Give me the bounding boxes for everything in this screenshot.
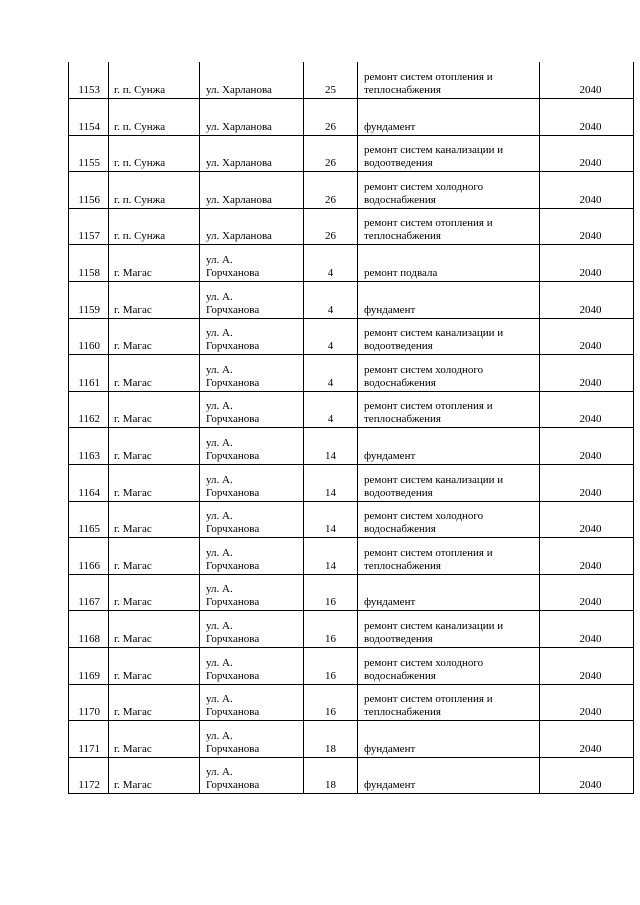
work-type-cell	[358, 355, 540, 392]
house-number-cell: 16	[304, 684, 358, 721]
work-type-cell	[358, 135, 540, 172]
row-number-cell: 1164	[69, 465, 109, 502]
house-number-cell: 26	[304, 135, 358, 172]
street-cell-line: ул. А.	[206, 473, 233, 486]
table-row	[69, 721, 634, 758]
work-type-cell-line: водоснабжения	[364, 376, 436, 389]
work-type-cell-line: ремонт систем канализации и	[364, 620, 504, 632]
house-number-cell: 4	[304, 318, 358, 355]
house-number-cell: 4	[304, 245, 358, 282]
house-number-cell: 16	[304, 574, 358, 611]
work-type-cell	[358, 648, 540, 685]
year-cell: 2040	[540, 172, 634, 209]
table-row	[69, 62, 634, 99]
street-cell-line: Горчханова	[206, 523, 260, 536]
house-number-cell: 14	[304, 428, 358, 465]
row-number-cell: 1157	[69, 208, 109, 245]
house-number-cell: 26	[304, 172, 358, 209]
row-number-cell: 1161	[69, 355, 109, 392]
street-cell-line: ул. А.	[206, 656, 233, 669]
work-type-cell	[358, 574, 540, 611]
street-cell	[200, 245, 304, 282]
work-type-cell-line: фундамент	[364, 303, 416, 316]
street-cell	[200, 574, 304, 611]
house-number-cell: 14	[304, 501, 358, 538]
work-type-cell-line: фундамент	[364, 450, 416, 463]
table-row	[69, 355, 634, 392]
street-cell	[200, 282, 304, 319]
settlement-cell: г. п. Сунжа	[109, 62, 200, 99]
street-cell-line: ул. А.	[206, 546, 233, 559]
table-row	[69, 574, 634, 611]
house-number-cell: 16	[304, 611, 358, 648]
row-number-cell: 1166	[69, 538, 109, 575]
table-body	[69, 62, 634, 794]
work-type-cell-line: ремонт подвала	[364, 267, 438, 280]
table-row	[69, 684, 634, 721]
work-type-cell-line: фундамент	[364, 120, 416, 133]
street-cell-line: ул. А.	[206, 729, 233, 742]
street-cell-line: ул. Харланова	[206, 193, 272, 206]
year-cell: 2040	[540, 62, 634, 99]
street-cell-line: ул. Харланова	[206, 84, 272, 97]
year-cell: 2040	[540, 501, 634, 538]
street-cell	[200, 465, 304, 502]
work-type-cell	[358, 62, 540, 99]
work-type-cell	[358, 318, 540, 355]
work-type-cell-line: ремонт систем канализации и	[364, 327, 504, 340]
repair-schedule-table	[68, 62, 634, 794]
settlement-cell: г. Магас	[109, 611, 200, 648]
work-type-cell-line: водоотведения	[364, 340, 433, 353]
table-row	[69, 465, 634, 502]
table-row	[69, 391, 634, 428]
street-cell	[200, 684, 304, 721]
street-cell-line: ул. А.	[206, 437, 233, 450]
street-cell-line: Горчханова	[206, 413, 260, 426]
year-cell: 2040	[540, 282, 634, 319]
street-cell-line: ул. А.	[206, 254, 233, 267]
street-cell-line: Горчханова	[206, 450, 260, 463]
settlement-cell: г. Магас	[109, 757, 200, 794]
work-type-cell	[358, 245, 540, 282]
work-type-cell-line: водоснабжения	[364, 193, 436, 206]
work-type-cell	[358, 282, 540, 319]
table-row	[69, 282, 634, 319]
row-number-cell: 1171	[69, 721, 109, 758]
settlement-cell: г. Магас	[109, 538, 200, 575]
street-cell-line: Горчханова	[206, 596, 260, 609]
work-type-cell	[358, 391, 540, 428]
work-type-cell	[358, 501, 540, 538]
street-cell-line: ул. А.	[206, 363, 233, 376]
street-cell	[200, 648, 304, 685]
row-number-cell: 1167	[69, 574, 109, 611]
year-cell: 2040	[540, 721, 634, 758]
house-number-cell: 26	[304, 99, 358, 136]
row-number-cell: 1168	[69, 611, 109, 648]
table-row	[69, 648, 634, 685]
work-type-cell	[358, 538, 540, 575]
street-cell-line: Горчханова	[206, 559, 260, 572]
year-cell: 2040	[540, 648, 634, 685]
work-type-cell-line: ремонт систем холодного	[364, 510, 484, 523]
house-number-cell: 25	[304, 62, 358, 99]
year-cell: 2040	[540, 428, 634, 465]
work-type-cell-line: теплоснабжения	[364, 559, 441, 572]
settlement-cell: г. Магас	[109, 318, 200, 355]
settlement-cell: г. п. Сунжа	[109, 208, 200, 245]
street-cell	[200, 721, 304, 758]
settlement-cell: г. Магас	[109, 501, 200, 538]
street-cell-line: Горчханова	[206, 340, 260, 353]
street-cell-line: ул. А.	[206, 693, 233, 706]
row-number-cell: 1165	[69, 501, 109, 538]
year-cell: 2040	[540, 318, 634, 355]
table-row	[69, 538, 634, 575]
street-cell-line: ул. А.	[206, 327, 233, 340]
house-number-cell: 26	[304, 208, 358, 245]
street-cell-line: Горчханова	[206, 706, 260, 719]
street-cell	[200, 611, 304, 648]
work-type-cell-line: ремонт систем отопления и	[364, 546, 493, 559]
work-type-cell-line: ремонт систем отопления и	[364, 71, 493, 84]
work-type-cell-line: теплоснабжения	[364, 230, 441, 243]
row-number-cell: 1170	[69, 684, 109, 721]
house-number-cell: 18	[304, 757, 358, 794]
table-row	[69, 501, 634, 538]
street-cell-line: ул. А.	[206, 620, 233, 632]
street-cell	[200, 172, 304, 209]
work-type-cell	[358, 99, 540, 136]
work-type-cell-line: ремонт систем холодного	[364, 656, 484, 669]
street-cell-line: Горчханова	[206, 669, 260, 682]
house-number-cell: 4	[304, 282, 358, 319]
street-cell-line: Горчханова	[206, 779, 260, 792]
work-type-cell-line: ремонт систем холодного	[364, 363, 484, 376]
settlement-cell: г. Магас	[109, 391, 200, 428]
year-cell: 2040	[540, 99, 634, 136]
work-type-cell-line: ремонт систем канализации и	[364, 473, 504, 486]
year-cell: 2040	[540, 135, 634, 172]
table-row	[69, 318, 634, 355]
settlement-cell: г. Магас	[109, 355, 200, 392]
work-type-cell-line: фундамент	[364, 742, 416, 755]
year-cell: 2040	[540, 355, 634, 392]
work-type-cell-line: водоснабжения	[364, 523, 436, 536]
work-type-cell-line: водоснабжения	[364, 669, 436, 682]
row-number-cell: 1153	[69, 62, 109, 99]
street-cell-line: Горчханова	[206, 376, 260, 389]
street-cell-line: Горчханова	[206, 742, 260, 755]
street-cell	[200, 391, 304, 428]
table-row	[69, 208, 634, 245]
street-cell	[200, 99, 304, 136]
work-type-cell-line: ремонт систем отопления и	[364, 693, 493, 706]
settlement-cell: г. Магас	[109, 684, 200, 721]
street-cell	[200, 208, 304, 245]
row-number-cell: 1160	[69, 318, 109, 355]
street-cell	[200, 355, 304, 392]
work-type-cell	[358, 684, 540, 721]
house-number-cell: 14	[304, 538, 358, 575]
settlement-cell: г. Магас	[109, 574, 200, 611]
work-type-cell	[358, 208, 540, 245]
work-type-cell	[358, 611, 540, 648]
row-number-cell: 1163	[69, 428, 109, 465]
work-type-cell-line: водоотведения	[364, 486, 433, 499]
work-type-cell-line: теплоснабжения	[364, 706, 441, 719]
row-number-cell: 1154	[69, 99, 109, 136]
row-number-cell: 1156	[69, 172, 109, 209]
row-number-cell: 1158	[69, 245, 109, 282]
settlement-cell: г. п. Сунжа	[109, 135, 200, 172]
year-cell: 2040	[540, 574, 634, 611]
street-cell-line: ул. Харланова	[206, 230, 272, 243]
street-cell	[200, 501, 304, 538]
street-cell-line: Горчханова	[206, 267, 260, 280]
table-row	[69, 611, 634, 648]
year-cell: 2040	[540, 245, 634, 282]
settlement-cell: г. Магас	[109, 721, 200, 758]
work-type-cell	[358, 172, 540, 209]
table-row	[69, 245, 634, 282]
year-cell: 2040	[540, 391, 634, 428]
table-row	[69, 172, 634, 209]
table-row	[69, 99, 634, 136]
street-cell	[200, 757, 304, 794]
work-type-cell	[358, 721, 540, 758]
row-number-cell: 1169	[69, 648, 109, 685]
settlement-cell: г. Магас	[109, 245, 200, 282]
settlement-cell: г. Магас	[109, 282, 200, 319]
street-cell-line: ул. Харланова	[206, 120, 272, 133]
year-cell: 2040	[540, 684, 634, 721]
street-cell-line: ул. А.	[206, 290, 233, 303]
house-number-cell: 14	[304, 465, 358, 502]
house-number-cell: 4	[304, 391, 358, 428]
house-number-cell: 4	[304, 355, 358, 392]
street-cell	[200, 62, 304, 99]
work-type-cell-line: теплоснабжения	[364, 413, 441, 426]
house-number-cell: 18	[304, 721, 358, 758]
settlement-cell: г. п. Сунжа	[109, 99, 200, 136]
row-number-cell: 1159	[69, 282, 109, 319]
work-type-cell	[358, 757, 540, 794]
year-cell: 2040	[540, 208, 634, 245]
work-type-cell	[358, 428, 540, 465]
work-type-cell-line: фундамент	[364, 596, 416, 609]
street-cell	[200, 318, 304, 355]
table-row	[69, 428, 634, 465]
table-row	[69, 135, 634, 172]
work-type-cell-line: водоотведения	[364, 633, 433, 645]
street-cell-line: ул. Харланова	[206, 157, 272, 170]
house-number-cell: 16	[304, 648, 358, 685]
row-number-cell: 1162	[69, 391, 109, 428]
work-type-cell-line: ремонт систем отопления и	[364, 217, 493, 230]
street-cell-line: ул. А.	[206, 400, 233, 413]
settlement-cell: г. Магас	[109, 428, 200, 465]
row-number-cell: 1172	[69, 757, 109, 794]
work-type-cell-line: водоотведения	[364, 157, 433, 170]
work-type-cell-line: фундамент	[364, 779, 416, 792]
street-cell-line: ул. А.	[206, 583, 233, 596]
row-number-cell: 1155	[69, 135, 109, 172]
year-cell: 2040	[540, 757, 634, 794]
year-cell: 2040	[540, 465, 634, 502]
table-row	[69, 757, 634, 794]
settlement-cell: г. Магас	[109, 648, 200, 685]
year-cell: 2040	[540, 611, 634, 648]
street-cell-line: Горчханова	[206, 633, 260, 645]
street-cell-line: Горчханова	[206, 486, 260, 499]
street-cell	[200, 538, 304, 575]
street-cell	[200, 428, 304, 465]
year-cell: 2040	[540, 538, 634, 575]
work-type-cell-line: ремонт систем канализации и	[364, 144, 504, 157]
work-type-cell-line: ремонт систем холодного	[364, 180, 484, 193]
street-cell-line: Горчханова	[206, 303, 260, 316]
street-cell-line: ул. А.	[206, 766, 233, 779]
street-cell-line: ул. А.	[206, 510, 233, 523]
work-type-cell-line: теплоснабжения	[364, 84, 441, 97]
settlement-cell: г. п. Сунжа	[109, 172, 200, 209]
work-type-cell-line: ремонт систем отопления и	[364, 400, 493, 413]
street-cell	[200, 135, 304, 172]
work-type-cell	[358, 465, 540, 502]
settlement-cell: г. Магас	[109, 465, 200, 502]
